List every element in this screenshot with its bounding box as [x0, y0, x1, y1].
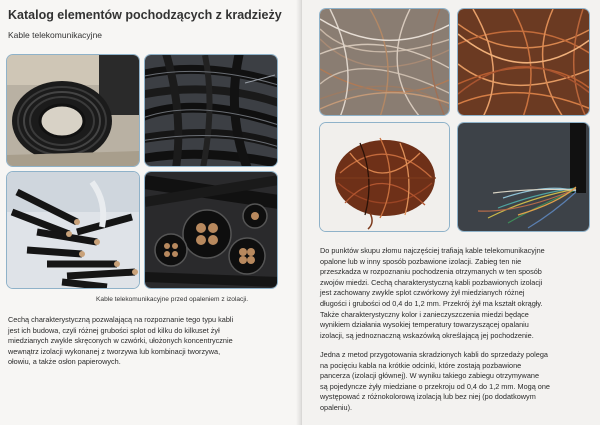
- text-line: izolacji, są jednoznaczną wskazówką określającą jej pochodzenie.: [320, 330, 534, 340]
- text-line: pancerza (izolacji głównej). W wyniku takiego zabiegu otrzymywane: [320, 371, 540, 381]
- text-line: występować z różnokolorową izolacją lub bez niej (po dodatkowym: [320, 392, 536, 402]
- text-line: wynikiem działania wysokiej temperatury towarzyszącej opalaniu: [320, 320, 529, 330]
- photo-colored-insulated-wires: [457, 122, 590, 232]
- text-line: wewnątrz izolacji wykonanej z tworzywa lub kombinacji tworzywa,: [8, 346, 221, 356]
- photo-cable-cross-sections: [144, 171, 278, 289]
- right-page: [302, 0, 600, 425]
- right-paragraph-2: [320, 350, 596, 414]
- photo-burnt-copper-wire: [319, 122, 450, 232]
- photo-cut-cable-ends: [6, 171, 140, 289]
- text-line: Cechą charakterystyczną pozwalającą na rozpoznanie tego typu kabli: [8, 315, 234, 324]
- text-line: jest ich budowa, czyli różnej grubości splot od kilku do kilkuset żył: [8, 325, 220, 335]
- text-line: na pocięciu kabla na krótkie odcinki, które zostają pozbawione: [320, 360, 522, 370]
- right-paragraph-1: [320, 246, 596, 341]
- left-paragraph: [8, 315, 294, 368]
- text-line: Do punktów skupu złomu najczęściej trafiają kable telekomunikacyjne: [320, 246, 545, 255]
- text-line: opalone lub w inny sposób pozbawione izolacji. Zabieg ten nie: [320, 256, 522, 266]
- photo-wire-bundle-gray: [319, 8, 450, 116]
- text-line: jest zachowany zwykle splot czwórkowy żył miedzianych różnej: [320, 288, 525, 298]
- photo-black-cables: [144, 54, 278, 167]
- section-subtitle: Kable telekomunikacyjne: [8, 30, 103, 40]
- photo-caption: Kable telekomunikacyjne przed opaleniem z izolacji.: [96, 296, 249, 303]
- text-line: ołowiu, a także osłon papierowych.: [8, 357, 121, 367]
- page-title: Katalog elementów pochodzących z kradzieży: [8, 8, 282, 22]
- photo-wire-bundle-copper: [457, 8, 590, 116]
- text-line: Także charakterystyczny kolor i zanieczyszczenia miedzi będące: [320, 309, 529, 319]
- text-line: długości i grubości od 0,4 do 1,2 mm. Przekrój żył ma kształt okrągły.: [320, 298, 543, 308]
- text-line: miedzianych zwykle skręconych w czwórki, ułożonych koncentrycznie: [8, 336, 233, 346]
- photo-cable-coil: [6, 54, 140, 167]
- text-line: opaleniu).: [320, 402, 353, 412]
- text-line: zwojów miedzi. Cechą charakterystyczną kabli pozbawionych izolacji: [320, 277, 543, 287]
- text-line: przeszkadza w rozpoznaniu pochodzenia otrzymanych w ten sposób: [320, 267, 542, 277]
- text-line: są pojedyncze żyły miedziane o przekroju od 0,4 do 1,2 mm. Mogą one: [320, 381, 550, 391]
- text-line: Jedna z metod przygotowania skradzionych kabli do sprzedaży polega: [320, 350, 548, 359]
